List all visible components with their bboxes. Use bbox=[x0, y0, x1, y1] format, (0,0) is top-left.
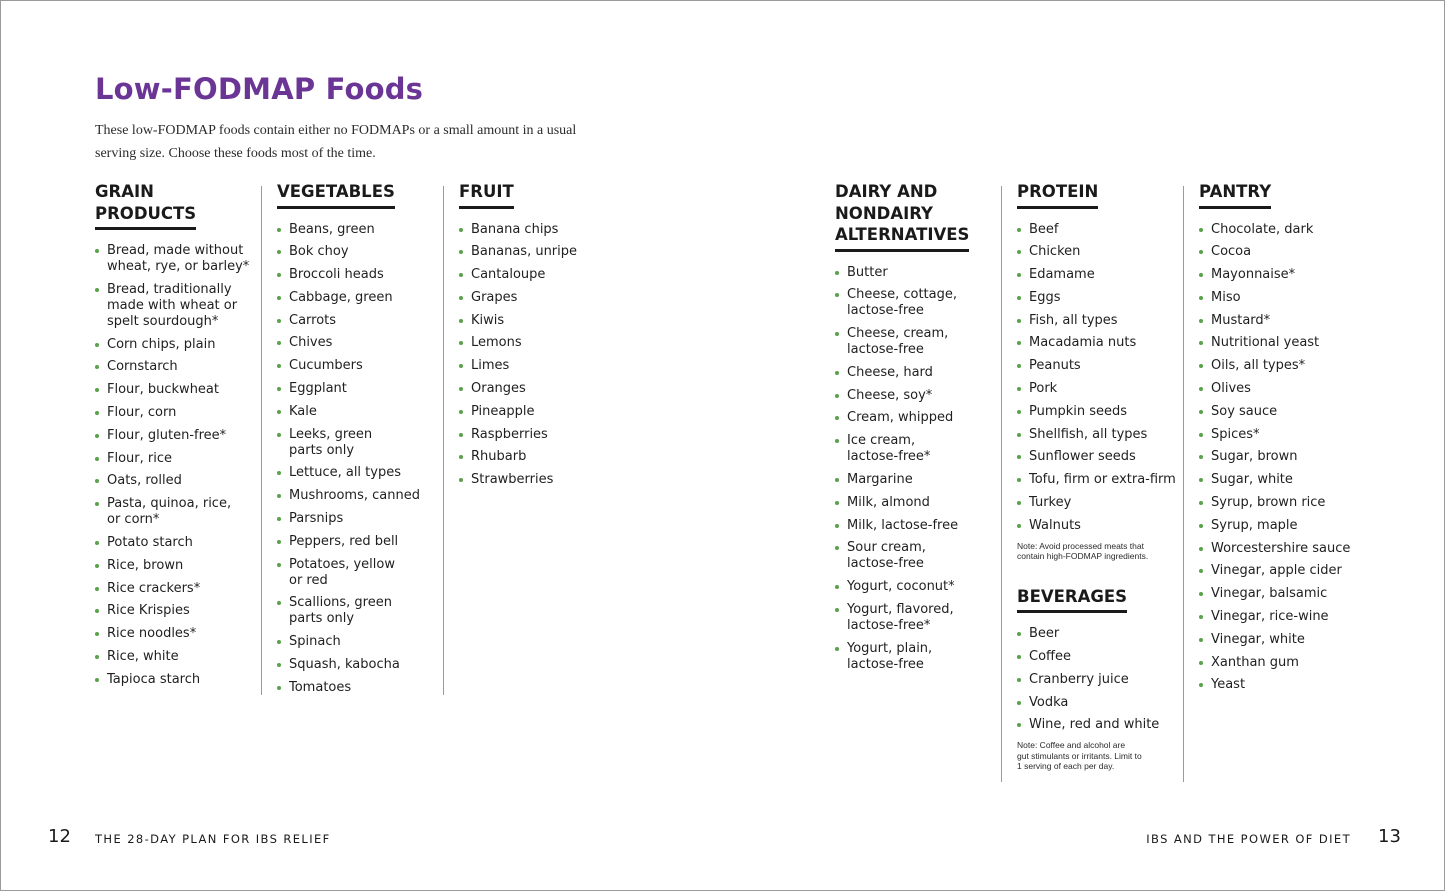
list-item-text: Tomatoes bbox=[289, 679, 352, 695]
list-item bbox=[1017, 672, 1182, 688]
list-item-text: Cabbage, green bbox=[289, 289, 393, 305]
intro-paragraph: These low-FODMAP foods contain either no FODMAPs or a small amount in a usual serving size. Choose these foods most of the time. bbox=[95, 123, 577, 161]
list-item bbox=[835, 641, 995, 673]
note-line: contain high-FODMAP ingredients. bbox=[1017, 551, 1149, 562]
list-item bbox=[277, 267, 437, 283]
list-item bbox=[1017, 381, 1182, 397]
list-item bbox=[277, 534, 437, 550]
list-item-text: Flour, buckwheat bbox=[107, 382, 219, 398]
list-item-text: Syrup, brown rice bbox=[1211, 495, 1326, 511]
list-item-text: Flour, corn bbox=[107, 404, 177, 420]
list-item-text: Mustard* bbox=[1211, 312, 1271, 328]
list-item bbox=[277, 381, 437, 397]
list-item bbox=[835, 287, 995, 319]
heading-line: DAIRY AND bbox=[835, 182, 938, 201]
list-item bbox=[95, 496, 255, 528]
list-item-text: Turkey bbox=[1029, 495, 1072, 511]
list-item-text: Squash, kabocha bbox=[289, 657, 400, 673]
list-item bbox=[459, 381, 619, 397]
heading-line: ALTERNATIVES bbox=[835, 225, 970, 244]
list-item bbox=[95, 473, 255, 489]
list-item-text: Fish, all types bbox=[1029, 312, 1118, 328]
list-item bbox=[1199, 563, 1369, 579]
list-item-text: Vinegar, balsamic bbox=[1211, 586, 1328, 602]
list-item bbox=[835, 540, 995, 572]
list-item bbox=[95, 337, 255, 353]
list-item bbox=[459, 222, 619, 238]
list-item bbox=[1199, 518, 1369, 534]
list-item bbox=[459, 404, 619, 420]
list-item-text: Sugar, brown bbox=[1211, 449, 1298, 465]
column-fruit bbox=[459, 181, 619, 495]
list-item bbox=[1017, 427, 1182, 443]
note-line: Note: Coffee and alcohol are bbox=[1017, 740, 1126, 751]
column-vegetables bbox=[277, 181, 437, 703]
list-item bbox=[95, 558, 255, 574]
list-item bbox=[1017, 472, 1182, 488]
list-item-text: Chicken bbox=[1029, 244, 1081, 260]
note-line: 1 serving of each per day. bbox=[1017, 761, 1115, 772]
list-item-text: Peppers, red bell bbox=[289, 533, 399, 549]
column-heading-pantry: PANTRY bbox=[1199, 181, 1271, 209]
list-item-text: Flour, gluten-free* bbox=[107, 427, 227, 443]
list-item-text: Milk, almond bbox=[847, 494, 930, 510]
list-item bbox=[277, 222, 437, 238]
list-item bbox=[95, 535, 255, 551]
list-item-text: Strawberries bbox=[471, 472, 554, 488]
list-item-text: Limes bbox=[471, 358, 510, 374]
list-item bbox=[1199, 381, 1369, 397]
beverages-section bbox=[1017, 586, 1182, 772]
column-grain-products bbox=[95, 181, 255, 695]
list-item bbox=[835, 410, 995, 426]
column-heading-grain-products bbox=[95, 181, 196, 230]
list-item bbox=[835, 433, 995, 465]
list-item-text: Rhubarb bbox=[471, 449, 527, 465]
list-item-text: Cocoa bbox=[1211, 244, 1252, 260]
list-item-text: Grapes bbox=[471, 289, 518, 305]
list-item bbox=[95, 282, 255, 330]
list-item-text: Olives bbox=[1211, 381, 1251, 397]
list-item bbox=[1017, 695, 1182, 711]
list-item bbox=[95, 581, 255, 597]
list-item bbox=[95, 405, 255, 421]
list-item bbox=[459, 244, 619, 260]
list-item-text: Syrup, maple bbox=[1211, 517, 1298, 533]
column-dairy-alternatives bbox=[835, 181, 995, 680]
list-item-text: Lemons bbox=[471, 335, 522, 351]
list-item-text: Beef bbox=[1029, 221, 1059, 237]
list-item bbox=[95, 603, 255, 619]
list-item bbox=[1199, 541, 1369, 557]
list-item bbox=[1017, 267, 1182, 283]
list-item bbox=[277, 634, 437, 650]
list-item-text: lactose-free bbox=[847, 303, 924, 319]
list-item-text: Soy sauce bbox=[1211, 403, 1278, 419]
heading-line: PRODUCTS bbox=[95, 203, 197, 223]
list-item-text: Cucumbers bbox=[289, 358, 363, 374]
list-item bbox=[1017, 290, 1182, 306]
list-item bbox=[459, 290, 619, 306]
list-item bbox=[835, 518, 995, 534]
list-item-text: Carrots bbox=[289, 312, 337, 328]
column-protein-beverages bbox=[1017, 181, 1182, 772]
list-item bbox=[1017, 518, 1182, 534]
list-item-text: Yogurt, coconut* bbox=[847, 579, 955, 595]
list-item-text: Spinach bbox=[289, 634, 341, 650]
list-item-text: Potato starch bbox=[107, 534, 193, 550]
list-item bbox=[95, 451, 255, 467]
food-list bbox=[1199, 222, 1369, 694]
list-item-text: Sunflower seeds bbox=[1029, 449, 1136, 465]
right-page-number: 13 bbox=[1378, 826, 1401, 847]
list-item bbox=[95, 359, 255, 375]
list-item-text: Pumpkin seeds bbox=[1029, 403, 1128, 419]
list-item-text: Spices* bbox=[1211, 426, 1260, 442]
list-item-text: Xanthan gum bbox=[1211, 654, 1299, 670]
list-item-text: or corn* bbox=[107, 512, 160, 528]
list-item bbox=[277, 488, 437, 504]
list-item bbox=[835, 602, 995, 634]
list-item bbox=[459, 313, 619, 329]
note-line: Note: Avoid processed meats that bbox=[1017, 540, 1144, 551]
column-divider bbox=[1183, 186, 1184, 782]
column-heading-beverages: BEVERAGES bbox=[1017, 586, 1127, 614]
list-item-text: Chives bbox=[289, 335, 333, 351]
column-heading-vegetables: VEGETABLES bbox=[277, 181, 395, 209]
list-item-text: lactose-free bbox=[847, 656, 924, 672]
list-item bbox=[459, 427, 619, 443]
list-item bbox=[1199, 472, 1369, 488]
list-item-text: Chocolate, dark bbox=[1211, 221, 1314, 237]
list-item bbox=[1017, 222, 1182, 238]
list-item bbox=[459, 267, 619, 283]
list-item-text: Rice, brown bbox=[107, 557, 184, 573]
list-item-text: Pork bbox=[1029, 381, 1058, 397]
list-item bbox=[1199, 632, 1369, 648]
list-item-text: Rice Krispies bbox=[107, 603, 190, 619]
list-item-text: Banana chips bbox=[471, 221, 559, 237]
list-item-text: Lettuce, all types bbox=[289, 465, 401, 481]
list-item bbox=[277, 244, 437, 260]
list-item-text: Kale bbox=[289, 403, 317, 419]
note-line: gut stimulants or irritants. Limit to bbox=[1017, 750, 1142, 761]
list-item-text: Eggplant bbox=[289, 381, 347, 397]
list-item-text: Coffee bbox=[1029, 648, 1071, 664]
list-item bbox=[277, 465, 437, 481]
list-item-text: Mushrooms, canned bbox=[289, 488, 420, 504]
list-item bbox=[459, 358, 619, 374]
list-item-text: Bok choy bbox=[289, 244, 349, 260]
list-item-text: Peanuts bbox=[1029, 358, 1081, 374]
list-item-text: Macadamia nuts bbox=[1029, 335, 1137, 351]
list-item-text: Cranberry juice bbox=[1029, 671, 1129, 687]
column-heading-fruit: FRUIT bbox=[459, 181, 514, 209]
column-heading-protein: PROTEIN bbox=[1017, 181, 1098, 209]
list-item-text: Oats, rolled bbox=[107, 473, 182, 489]
list-item bbox=[1199, 655, 1369, 671]
list-item-text: Cantaloupe bbox=[471, 267, 546, 283]
list-item bbox=[1199, 267, 1369, 283]
list-item-text: Eggs bbox=[1029, 289, 1061, 305]
list-item bbox=[1199, 358, 1369, 374]
list-item-text: Nutritional yeast bbox=[1211, 335, 1320, 351]
list-item-text: Kiwis bbox=[471, 312, 505, 328]
list-item-text: Shellfish, all types bbox=[1029, 426, 1148, 442]
list-item-text: lactose-free bbox=[847, 342, 924, 358]
list-item-text: spelt sourdough* bbox=[107, 313, 219, 329]
heading-line: NONDAIRY bbox=[835, 203, 934, 223]
list-item-text: Vinegar, rice-wine bbox=[1211, 609, 1329, 625]
list-item bbox=[277, 313, 437, 329]
column-divider bbox=[443, 186, 444, 695]
list-item-text: Raspberries bbox=[471, 426, 548, 442]
list-item bbox=[277, 427, 437, 459]
list-item bbox=[95, 382, 255, 398]
list-item-text: Beans, green bbox=[289, 221, 375, 237]
list-item-text: Sugar, white bbox=[1211, 472, 1293, 488]
list-item-text: or red bbox=[289, 572, 328, 588]
list-item-text: Cornstarch bbox=[107, 359, 178, 375]
list-item-text: Leeks, green bbox=[289, 426, 373, 442]
list-item-text: Tapioca starch bbox=[107, 671, 201, 687]
list-item bbox=[1199, 335, 1369, 351]
list-item bbox=[1017, 717, 1182, 733]
column-heading-dairy bbox=[835, 181, 969, 252]
list-item bbox=[1199, 427, 1369, 443]
list-item bbox=[277, 595, 437, 627]
list-item bbox=[1017, 626, 1182, 642]
list-item-text: Sour cream, bbox=[847, 540, 926, 556]
list-item bbox=[1199, 290, 1369, 306]
list-item-text: Pineapple bbox=[471, 403, 535, 419]
list-item bbox=[1017, 495, 1182, 511]
list-item-text: Cream, whipped bbox=[847, 410, 954, 426]
list-item bbox=[1199, 449, 1369, 465]
list-item bbox=[277, 511, 437, 527]
list-item-text: Corn chips, plain bbox=[107, 336, 216, 352]
list-item bbox=[1199, 313, 1369, 329]
list-item-text: Parsnips bbox=[289, 511, 344, 527]
beverages-note bbox=[1017, 740, 1167, 772]
column-divider bbox=[1001, 186, 1002, 782]
list-item bbox=[277, 404, 437, 420]
food-list bbox=[1017, 626, 1182, 733]
list-item bbox=[835, 472, 995, 488]
list-item-text: Cheese, cottage, bbox=[847, 287, 957, 303]
food-list bbox=[1017, 222, 1182, 534]
list-item bbox=[277, 657, 437, 673]
column-divider bbox=[261, 186, 262, 695]
list-item-text: Broccoli heads bbox=[289, 267, 384, 283]
list-item-text: Potatoes, yellow bbox=[289, 556, 395, 572]
list-item bbox=[1199, 495, 1369, 511]
list-item-text: Cheese, soy* bbox=[847, 387, 933, 403]
list-item-text: Margarine bbox=[847, 472, 913, 488]
list-item bbox=[95, 428, 255, 444]
list-item bbox=[835, 579, 995, 595]
list-item-text: Vodka bbox=[1029, 694, 1069, 710]
list-item bbox=[1017, 449, 1182, 465]
list-item-text: lactose-free* bbox=[847, 449, 931, 465]
list-item bbox=[1199, 677, 1369, 693]
list-item-text: made with wheat or bbox=[107, 297, 238, 313]
list-item-text: Cheese, cream, bbox=[847, 326, 949, 342]
list-item bbox=[1017, 335, 1182, 351]
food-list bbox=[835, 265, 995, 673]
list-item bbox=[1017, 404, 1182, 420]
list-item-text: Bananas, unripe bbox=[471, 244, 578, 260]
list-item-text: Vinegar, white bbox=[1211, 631, 1305, 647]
list-item bbox=[95, 626, 255, 642]
list-item bbox=[1199, 404, 1369, 420]
list-item-text: Yogurt, flavored, bbox=[847, 602, 954, 618]
list-item bbox=[1199, 222, 1369, 238]
list-item-text: Worcestershire sauce bbox=[1211, 540, 1351, 556]
list-item-text: Miso bbox=[1211, 289, 1241, 305]
list-item-text: Cheese, hard bbox=[847, 364, 933, 380]
list-item-text: Rice crackers* bbox=[107, 580, 201, 596]
protein-note bbox=[1017, 541, 1167, 562]
list-item-text: Wine, red and white bbox=[1029, 717, 1160, 733]
list-item bbox=[1017, 358, 1182, 374]
food-list bbox=[95, 243, 255, 688]
heading-line: GRAIN bbox=[95, 182, 154, 201]
food-list bbox=[277, 222, 437, 696]
list-item-text: Oils, all types* bbox=[1211, 358, 1306, 374]
list-item-text: Tofu, firm or extra-firm bbox=[1029, 472, 1176, 488]
list-item bbox=[835, 388, 995, 404]
list-item bbox=[459, 472, 619, 488]
list-item bbox=[277, 335, 437, 351]
list-item-text: Oranges bbox=[471, 381, 526, 397]
list-item-text: parts only bbox=[289, 442, 355, 458]
list-item-text: Rice noodles* bbox=[107, 626, 197, 642]
list-item bbox=[277, 290, 437, 306]
list-item-text: lactose-free bbox=[847, 556, 924, 572]
list-item bbox=[835, 326, 995, 358]
list-item bbox=[1199, 609, 1369, 625]
list-item-text: Scallions, green bbox=[289, 595, 392, 611]
list-item bbox=[835, 365, 995, 381]
column-pantry bbox=[1199, 181, 1369, 700]
list-item bbox=[1017, 244, 1182, 260]
list-item bbox=[1017, 313, 1182, 329]
list-item bbox=[1199, 586, 1369, 602]
list-item bbox=[277, 358, 437, 374]
list-item-text: Yogurt, plain, bbox=[847, 640, 933, 656]
list-item bbox=[459, 335, 619, 351]
list-item bbox=[95, 672, 255, 688]
list-item-text: Walnuts bbox=[1029, 517, 1081, 533]
list-item-text: Rice, white bbox=[107, 648, 179, 664]
list-item-text: Flour, rice bbox=[107, 450, 172, 466]
list-item bbox=[277, 557, 437, 589]
page-title: Low-FODMAP Foods bbox=[95, 72, 424, 106]
list-item bbox=[277, 680, 437, 696]
list-item bbox=[1199, 244, 1369, 260]
list-item-text: Beer bbox=[1029, 626, 1060, 642]
list-item-text: Vinegar, apple cider bbox=[1211, 563, 1342, 579]
list-item-text: Ice cream, bbox=[847, 433, 916, 449]
food-list bbox=[459, 222, 619, 489]
right-running-head: IBS AND THE POWER OF DIET bbox=[1146, 832, 1351, 846]
list-item-text: lactose-free* bbox=[847, 618, 931, 634]
list-item bbox=[1017, 649, 1182, 665]
list-item-text: Yeast bbox=[1211, 677, 1246, 693]
list-item bbox=[835, 495, 995, 511]
list-item-text: parts only bbox=[289, 611, 355, 627]
list-item-text: Edamame bbox=[1029, 267, 1095, 283]
list-item-text: Pasta, quinoa, rice, bbox=[107, 496, 232, 512]
list-item bbox=[95, 243, 255, 275]
list-item bbox=[835, 265, 995, 281]
list-item bbox=[95, 649, 255, 665]
list-item-text: Bread, made without bbox=[107, 243, 244, 258]
list-item-text: wheat, rye, or barley* bbox=[107, 259, 250, 274]
list-item-text: Milk, lactose-free bbox=[847, 517, 959, 533]
list-item-text: Mayonnaise* bbox=[1211, 267, 1296, 283]
list-item-text: Bread, traditionally bbox=[107, 281, 232, 297]
left-page-number: 12 bbox=[48, 826, 71, 847]
list-item-text: Butter bbox=[847, 264, 888, 280]
list-item bbox=[459, 449, 619, 465]
left-running-head: THE 28-DAY PLAN FOR IBS RELIEF bbox=[95, 832, 331, 846]
